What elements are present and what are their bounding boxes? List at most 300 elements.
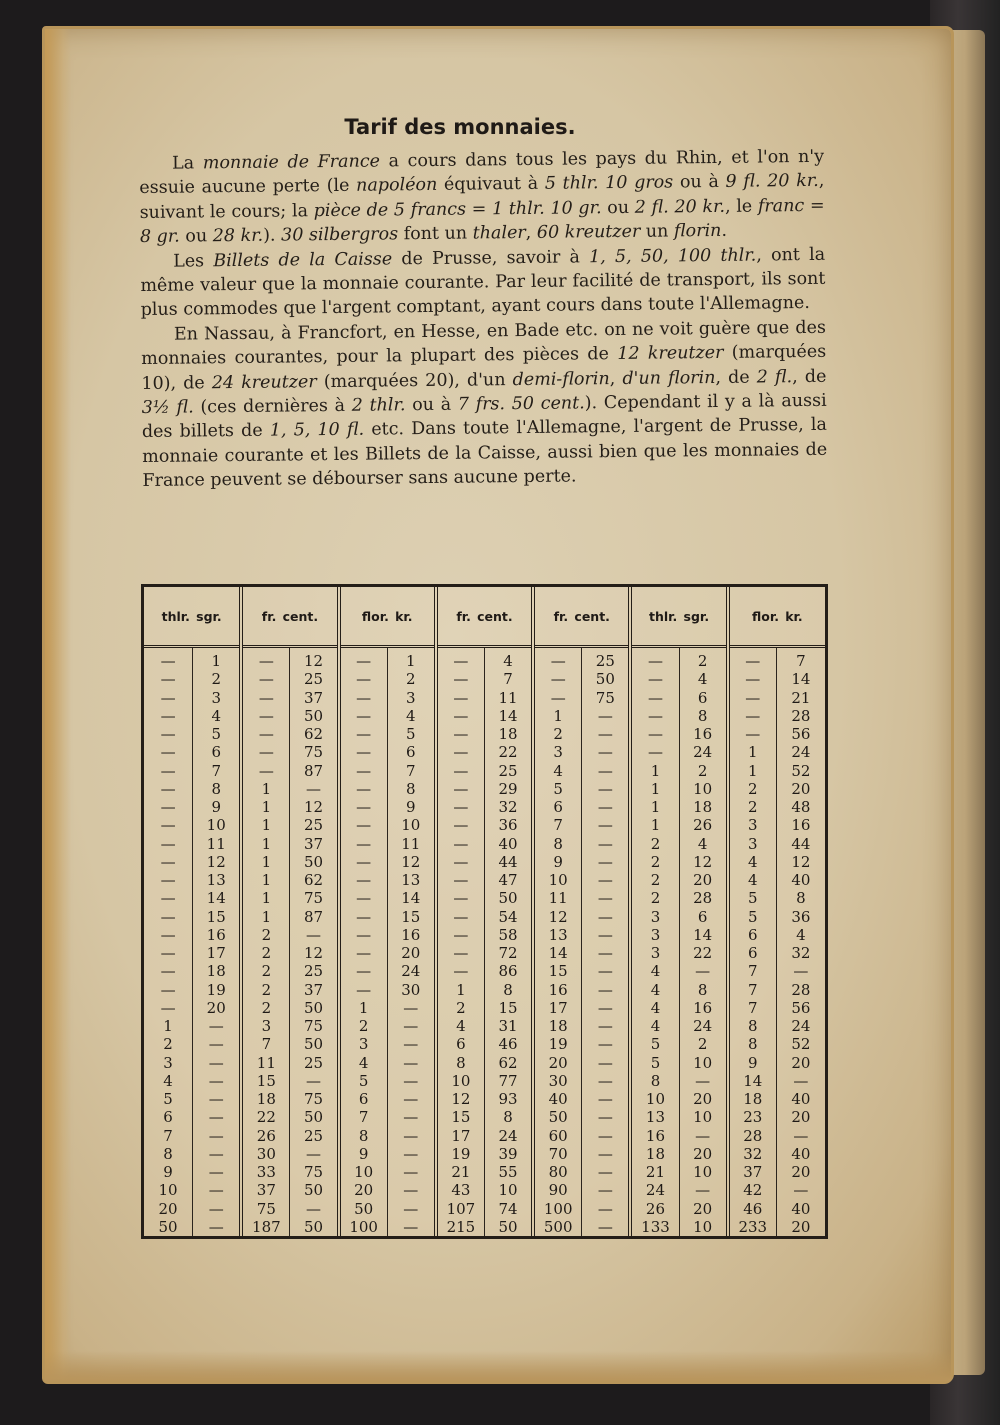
table-row (144, 1054, 825, 1072)
table-cell: 1 (387, 647, 436, 671)
table-cell: 24 (679, 1017, 728, 1035)
table-cell: 21 (791, 688, 811, 707)
table-cell: 10 (436, 1072, 485, 1090)
table-cell: 2 (241, 981, 290, 999)
table-cell: 10 (679, 1163, 728, 1181)
table-cell: — (193, 1072, 242, 1090)
table-cell: 37 (241, 1181, 290, 1199)
table-cell: 93 (484, 1090, 533, 1108)
table-cell: 12 (679, 853, 728, 871)
table-cell: — (793, 1181, 809, 1200)
table-cell: 11 (241, 1054, 290, 1072)
table-cell: 2 (144, 1035, 193, 1053)
table-cell: 2 (679, 762, 728, 780)
table-cell: — (582, 1163, 631, 1181)
table-cell: — (387, 1200, 436, 1218)
table-cell: 87 (290, 908, 339, 926)
table-cell: — (193, 1108, 242, 1126)
table-cell: 50 (290, 1035, 339, 1053)
table-cell: 13 (387, 871, 436, 889)
page-stain-left (45, 29, 71, 1381)
table-cell: 4 (630, 981, 679, 999)
table-cell: 40 (533, 1090, 582, 1108)
table-cell: 30 (387, 981, 436, 999)
table-cell: — (290, 1072, 339, 1090)
table-cell: 8 (630, 1072, 679, 1090)
table-cell: 16 (679, 999, 728, 1017)
table-cell: 20 (339, 1181, 388, 1199)
table-row (144, 1127, 825, 1145)
table-cell: 28 (791, 706, 811, 725)
table-cell: 1 (144, 1017, 193, 1035)
table-cell: 50 (339, 1200, 388, 1218)
table-cell: — (339, 689, 388, 707)
table-cell: — (728, 670, 777, 688)
table-cell: — (339, 871, 388, 889)
column-group-header (728, 587, 825, 647)
table-cell: 18 (484, 725, 533, 743)
table-cell: 12 (290, 798, 339, 816)
table-cell: 12 (533, 908, 582, 926)
table-cell: — (630, 647, 679, 671)
table-cell: 4 (193, 707, 242, 725)
table-row (144, 743, 825, 761)
table-cell: 15 (533, 962, 582, 980)
table-cell: — (436, 944, 485, 962)
table-cell: 8 (387, 780, 436, 798)
table-cell: 9 (339, 1145, 388, 1163)
table-cell: — (339, 725, 388, 743)
table-cell: — (144, 908, 193, 926)
table-cell: 233 (728, 1218, 777, 1236)
table-cell: 36 (484, 816, 533, 834)
table-cell: — (193, 1035, 242, 1053)
table-cell: — (144, 647, 193, 671)
table-cell: 2 (533, 725, 582, 743)
table-cell: 8 (339, 1127, 388, 1145)
table-row (144, 1017, 825, 1035)
paragraph-french-money: La monnaie de France a cours dans tous les pays du Rhin, et l'on n'y essuie aucune perte (le napoléon équivaut à 5 thlr. 10 gros ou à 9 fl. 20 kr., suivant le cours; la pièce de 5 francs = 1 thlr. 10 gr. ou 2 fl. 20 kr., le franc = 8 gr. ou 28 kr.). 30 silbergros font un thaler, 60 kreutzer un florin. (139, 146, 825, 248)
subunit-label: cent. (282, 608, 319, 624)
table-cell: 50 (582, 670, 631, 688)
table-cell: 50 (144, 1218, 193, 1236)
table-cell: — (582, 835, 631, 853)
table-row (144, 981, 825, 999)
table-cell: 3 (630, 908, 679, 926)
column-group-header (241, 587, 338, 647)
table-cell: — (582, 762, 631, 780)
table-cell: 39 (484, 1145, 533, 1163)
table-cell: 28 (728, 1127, 777, 1145)
table-cell: 12 (290, 944, 339, 962)
table-cell: 18 (679, 798, 728, 816)
table-cell: — (241, 689, 290, 707)
table-cell: 1 (241, 798, 290, 816)
table-cell: 16 (630, 1127, 679, 1145)
paragraph-prussian-notes: Les Billets de la Caisse de Prusse, savoir à 1, 5, 50, 100 thlr., ont la même valeur que la monnaie courante. Par leur facilité de transport, ils sont plus commodes que l'argent comptant, ayant cours dans toute l'Allemagne. (140, 244, 826, 321)
table-cell: — (436, 798, 485, 816)
table-cell: — (533, 689, 582, 707)
table-cell: 6 (679, 908, 728, 926)
table-cell: 30 (533, 1072, 582, 1090)
table-cell: 37 (728, 1163, 777, 1181)
table-cell: — (728, 647, 777, 671)
table-cell: — (582, 1072, 631, 1090)
table-cell: — (144, 889, 193, 907)
table-cell: — (144, 743, 193, 761)
table-cell: 50 (290, 999, 339, 1017)
table-cell: 2 (241, 926, 290, 944)
table-cell: 56 (791, 998, 811, 1017)
table-cell: 29 (484, 780, 533, 798)
table-cell: 1 (630, 798, 679, 816)
table-cell: — (387, 1181, 436, 1199)
table-cell: 1 (728, 743, 777, 761)
table-cell: — (728, 689, 777, 707)
body-text (139, 145, 828, 494)
table-cell: — (339, 780, 388, 798)
table-cell: 8 (728, 1035, 777, 1053)
table-cell: 74 (484, 1200, 533, 1218)
paragraph-local-coins: En Nassau, à Francfort, en Hesse, en Bade etc. on ne voit guère que des monnaies courantes, pour la plupart des pièces de 12 kreutzer (marquées 10), de 24 kreutzer (marquées 20), d'un demi-florin, d'un florin, de 2 fl., de 3½ fl. (ces dernières à 2 thlr. ou à 7 frs. 50 cent.). Cependant il y a là aussi des billets de 1, 5, 10 fl. etc. Dans toute l'Allemagne, l'argent de Prusse, la monnaie courante et les Billets de la Caisse, aussi bien que les monnaies de France peuvent se débourser sans aucune perte. (141, 317, 828, 492)
unit-label: thlr. (161, 608, 190, 624)
table-cell: — (290, 1145, 339, 1163)
table-cell: — (630, 670, 679, 688)
table-cell: 22 (484, 743, 533, 761)
table-cell: — (387, 1127, 436, 1145)
table-cell: 24 (630, 1181, 679, 1199)
table-cell: — (193, 1163, 242, 1181)
table-cell: 3 (387, 689, 436, 707)
table-cell: 75 (290, 743, 339, 761)
table-cell: 4 (728, 871, 777, 889)
table-cell: — (241, 707, 290, 725)
unit-label: fr. (261, 608, 277, 624)
table-cell: 4 (630, 962, 679, 980)
table-cell: 25 (290, 670, 339, 688)
table-cell: 10 (193, 816, 242, 834)
table-cell: 7 (728, 962, 777, 980)
table-cell: 20 (679, 1145, 728, 1163)
table-cell: — (436, 871, 485, 889)
table-cell: — (728, 725, 777, 743)
table-cell: 50 (484, 889, 533, 907)
table-cell: — (582, 1181, 631, 1199)
table-cell: 2 (387, 670, 436, 688)
table-cell: 7 (193, 762, 242, 780)
table-cell: — (339, 944, 388, 962)
table-cell: 9 (728, 1054, 777, 1072)
table-cell: — (144, 725, 193, 743)
table-cell: — (630, 725, 679, 743)
table-cell: — (582, 1017, 631, 1035)
table-cell: 16 (387, 926, 436, 944)
table-cell: 8 (728, 1017, 777, 1035)
table-cell: — (387, 1108, 436, 1126)
table-cell: 20 (791, 1108, 811, 1127)
table-cell: — (387, 1017, 436, 1035)
table-cell: 37 (290, 981, 339, 999)
table-cell: 15 (241, 1072, 290, 1090)
table-cell: 4 (679, 835, 728, 853)
table-cell: 3 (533, 743, 582, 761)
table-cell: — (387, 1072, 436, 1090)
table-cell: 7 (728, 999, 777, 1017)
table-cell: — (793, 1071, 809, 1090)
table-cell: 24 (791, 1017, 811, 1036)
table-cell: 33 (241, 1163, 290, 1181)
table-cell: 2 (630, 871, 679, 889)
table-cell: — (630, 743, 679, 761)
table-cell: 2 (679, 1035, 728, 1053)
table-row (144, 853, 825, 871)
table-cell: 15 (484, 999, 533, 1017)
currency-conversion-table (144, 587, 825, 1236)
table-cell: 2 (728, 780, 777, 798)
table-cell: — (582, 743, 631, 761)
table-cell: 20 (193, 999, 242, 1017)
table-cell: — (436, 835, 485, 853)
table-cell: — (290, 1200, 339, 1218)
table-row (144, 999, 825, 1017)
table-cell: 20 (791, 1053, 811, 1072)
table-cell: — (387, 1145, 436, 1163)
table-row (144, 1145, 825, 1163)
table-cell: 10 (679, 1108, 728, 1126)
table-cell: 37 (290, 689, 339, 707)
table-cell: 62 (290, 725, 339, 743)
table-cell: 3 (728, 816, 777, 834)
table-cell: 87 (290, 762, 339, 780)
table-cell: 1 (241, 871, 290, 889)
table-cell: 9 (144, 1163, 193, 1181)
table-cell: 14 (193, 889, 242, 907)
table-cell: — (582, 1145, 631, 1163)
table-cell: 50 (290, 853, 339, 871)
table-row (144, 762, 825, 780)
page-title: Tarif des monnaies. (344, 115, 576, 139)
table-row (144, 944, 825, 962)
table-cell: 30 (241, 1145, 290, 1163)
table-cell: 133 (630, 1218, 679, 1236)
table-cell: — (582, 853, 631, 871)
table-cell: 47 (484, 871, 533, 889)
table-cell: 2 (436, 999, 485, 1017)
table-cell: 5 (728, 908, 777, 926)
table-cell: 2 (241, 944, 290, 962)
unit-label: flor. (361, 608, 389, 624)
table-cell: 62 (484, 1054, 533, 1072)
table-cell: — (339, 798, 388, 816)
table-cell: — (144, 689, 193, 707)
table-row (144, 926, 825, 944)
table-cell: 20 (791, 1163, 811, 1182)
table-cell: — (193, 1218, 242, 1236)
table-cell: 4 (630, 1017, 679, 1035)
table-cell: 6 (533, 798, 582, 816)
table-cell: 10 (679, 1218, 728, 1236)
table-cell: 1 (241, 889, 290, 907)
table-cell: — (582, 1054, 631, 1072)
table-cell: 20 (791, 779, 811, 798)
table-cell: — (193, 1145, 242, 1163)
unit-label: fr. (553, 608, 569, 624)
subunit-label: sgr. (683, 608, 710, 624)
table-cell: — (630, 707, 679, 725)
table-cell: 1 (241, 835, 290, 853)
table-cell: — (679, 1181, 728, 1199)
table-cell: 70 (533, 1145, 582, 1163)
table-cell: 10 (387, 816, 436, 834)
table-cell: 43 (436, 1181, 485, 1199)
table-cell: 6 (193, 743, 242, 761)
table-cell: — (144, 835, 193, 853)
table-cell: 4 (484, 647, 533, 671)
table-cell: 11 (484, 689, 533, 707)
table-cell: — (582, 962, 631, 980)
table-row (144, 725, 825, 743)
table-cell: — (339, 962, 388, 980)
table-cell: — (582, 798, 631, 816)
table-cell: 3 (144, 1054, 193, 1072)
table-cell: 21 (436, 1163, 485, 1181)
table-cell: — (582, 816, 631, 834)
table-cell: — (793, 962, 809, 981)
table-cell: 42 (728, 1181, 777, 1199)
unit-label: fr. (456, 608, 471, 624)
table-cell: 26 (241, 1127, 290, 1145)
table-cell: — (339, 707, 388, 725)
table-cell: — (387, 1054, 436, 1072)
table-row (144, 816, 825, 834)
table-cell: 40 (791, 1090, 811, 1109)
table-cell: 8 (484, 981, 533, 999)
table-cell: 50 (533, 1108, 582, 1126)
table-cell: 40 (484, 835, 533, 853)
table-cell: 12 (193, 853, 242, 871)
table-cell: 72 (484, 944, 533, 962)
table-row (144, 835, 825, 853)
table-cell: 5 (630, 1035, 679, 1053)
table-row (144, 798, 825, 816)
table-cell: 18 (728, 1090, 777, 1108)
table-cell: 8 (193, 780, 242, 798)
table-cell: — (144, 816, 193, 834)
table-cell: 10 (533, 871, 582, 889)
table-cell: 15 (387, 908, 436, 926)
table-cell: — (193, 1090, 242, 1108)
table-cell: 19 (193, 981, 242, 999)
table-cell: 1 (630, 762, 679, 780)
table-cell: — (339, 743, 388, 761)
table-cell: 7 (728, 981, 777, 999)
table-cell: — (582, 1218, 631, 1236)
table-cell: 40 (791, 871, 811, 890)
table-cell: 100 (533, 1200, 582, 1218)
table-cell: 18 (630, 1145, 679, 1163)
table-cell: 6 (387, 743, 436, 761)
table-cell: — (436, 816, 485, 834)
table-cell: 54 (484, 908, 533, 926)
table-cell: 18 (241, 1090, 290, 1108)
table-row (144, 871, 825, 889)
table-cell: 8 (436, 1054, 485, 1072)
table-cell: 14 (679, 926, 728, 944)
table-cell: 50 (290, 707, 339, 725)
table-cell: 8 (679, 707, 728, 725)
table-cell: 5 (144, 1090, 193, 1108)
table-cell: 86 (484, 962, 533, 980)
table-cell: 9 (387, 798, 436, 816)
table-cell: 7 (241, 1035, 290, 1053)
table-cell: 80 (533, 1163, 582, 1181)
table-cell: 500 (533, 1218, 582, 1236)
table-cell: 16 (533, 981, 582, 999)
table-cell: 2 (193, 670, 242, 688)
table-cell: — (339, 647, 388, 671)
table-cell: 1 (436, 981, 485, 999)
table-cell: — (436, 908, 485, 926)
unit-label: thlr. (649, 608, 678, 624)
table-cell: — (436, 689, 485, 707)
table-cell: — (144, 780, 193, 798)
table-cell: 1 (241, 908, 290, 926)
table-cell: 25 (290, 1127, 339, 1145)
table-cell: 10 (679, 780, 728, 798)
table-cell: — (193, 1181, 242, 1199)
table-cell: — (728, 707, 777, 725)
page-stain-bottom (45, 1351, 951, 1381)
table-cell: — (582, 780, 631, 798)
table-cell: 20 (387, 944, 436, 962)
table-cell: — (193, 1054, 242, 1072)
table-cell: 75 (290, 1163, 339, 1181)
table-cell: — (290, 780, 339, 798)
table-cell: — (144, 853, 193, 871)
table-cell: — (679, 1072, 728, 1090)
table-cell: — (241, 725, 290, 743)
table-cell: — (533, 670, 582, 688)
table-body (144, 647, 825, 1237)
table-cell: 14 (484, 707, 533, 725)
table-cell: 187 (241, 1218, 290, 1236)
table-cell: 4 (679, 670, 728, 688)
table-cell: 13 (630, 1108, 679, 1126)
table-cell: 7 (144, 1127, 193, 1145)
table-cell: — (436, 762, 485, 780)
table-cell: 15 (436, 1108, 485, 1126)
table-cell: 14 (728, 1072, 777, 1090)
column-group-header (436, 587, 533, 647)
table-cell: 75 (290, 889, 339, 907)
table-cell: 56 (791, 725, 811, 744)
table-cell: 4 (339, 1054, 388, 1072)
table-cell: — (582, 707, 631, 725)
table-cell: 20 (679, 1090, 728, 1108)
table-row (144, 780, 825, 798)
table-cell: 25 (484, 762, 533, 780)
table-cell: 3 (193, 689, 242, 707)
table-cell: — (630, 689, 679, 707)
table-cell: 3 (339, 1035, 388, 1053)
table-cell: 40 (791, 1144, 811, 1163)
table-cell: 100 (339, 1218, 388, 1236)
table-cell: 4 (144, 1072, 193, 1090)
table-cell: 20 (679, 1200, 728, 1218)
table-cell: — (679, 1127, 728, 1145)
table-cell: — (679, 962, 728, 980)
table-cell: — (144, 798, 193, 816)
